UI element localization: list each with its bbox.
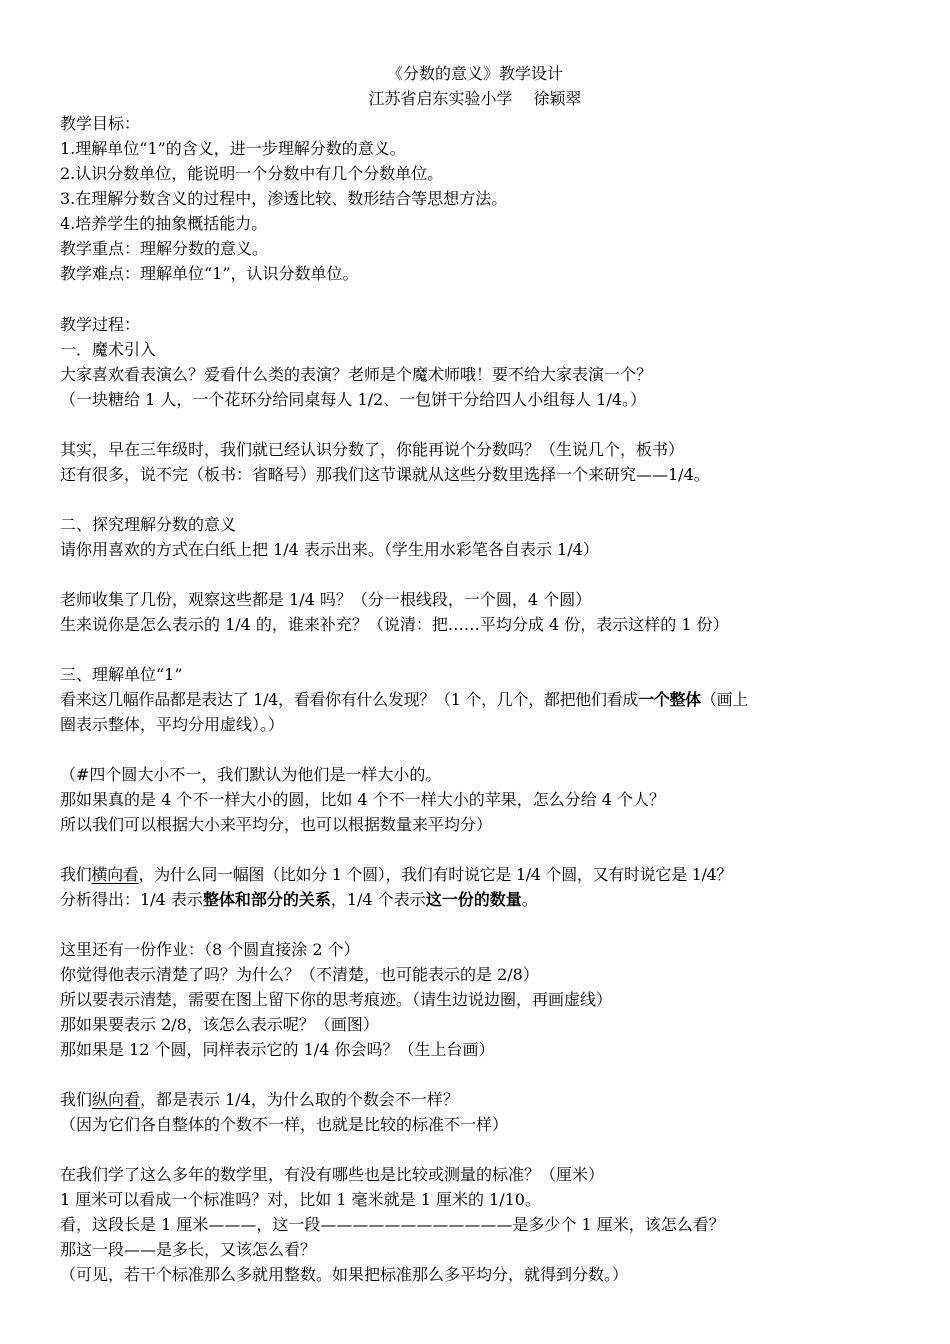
paragraph: 大家喜欢看表演么？爱看什么类的表演？老师是个魔术师哦！要不给大家表演一个？ bbox=[60, 365, 653, 384]
text-run: （画上 bbox=[700, 690, 749, 709]
text-run: ，为什么同一幅图（比如分 1 个圆），我们有时说它是 1/4 个圆，又有时说它是 1/4？ bbox=[138, 865, 733, 884]
paragraph bbox=[60, 690, 920, 710]
paragraph: 1 厘米可以看成一个标准吗？对，比如 1 毫米就是 1 厘米的 1/10。 bbox=[60, 1190, 541, 1209]
objective-item: 1.理解单位“1”的含义，进一步理解分数的意义。 bbox=[60, 139, 406, 158]
paragraph: 这里还有一份作业：（8 个圆直接涂 2 个） bbox=[60, 940, 360, 959]
paragraph: 那如果真的是 4 个不一样大小的圆，比如 4 个不一样大小的苹果，怎么分给 4 个人？ bbox=[60, 790, 666, 809]
paragraph bbox=[60, 1090, 920, 1110]
objective-item: 3.在理解分数含义的过程中，渗透比较、数形结合等思想方法。 bbox=[60, 189, 508, 208]
paragraph: 那如果是 12 个圆，同样表示它的 1/4 你会吗？（生上台画） bbox=[60, 1040, 495, 1059]
section-title: 二、探究理解分数的意义 bbox=[60, 515, 237, 534]
paragraph: 那如果要表示 2/8，该怎么表示呢？（画图） bbox=[60, 1015, 379, 1034]
emphasis-relation: 整体和部分的关系 bbox=[202, 890, 331, 909]
text-run: 我们 bbox=[60, 1090, 93, 1109]
paragraph: （可见，若干个标准那么多就用整数。如果把标准那么多平均分，就得到分数。） bbox=[60, 1265, 629, 1284]
text-run: 。 bbox=[521, 890, 538, 909]
paragraph: 生来说你是怎么表示的 1/4 的，谁来补充？（说清：把……平均分成 4 份，表示这样的 1 份） bbox=[60, 615, 729, 634]
paragraph: 所以要表示清楚，需要在图上留下你的思考痕迹。（请生边说边圈，再画虚线） bbox=[60, 990, 613, 1009]
paragraph: 看，这段长是 1 厘米———，这一段————————————是多少个 1 厘米，该怎么看？ bbox=[60, 1215, 725, 1234]
paragraph: 其实，早在三年级时，我们就已经认识分数了，你能再说个分数吗？（生说几个，板书） bbox=[60, 440, 685, 459]
paragraph bbox=[60, 865, 920, 885]
objective-item: 2.认识分数单位，能说明一个分数中有几个分数单位。 bbox=[60, 164, 444, 183]
paragraph: 你觉得他表示清楚了吗？为什么？（不清楚，也可能表示的是 2/8） bbox=[60, 965, 539, 984]
objectives-heading: 教学目标： bbox=[60, 114, 141, 133]
text-run: ，都是表示 1/4，为什么取的个数会不一样？ bbox=[140, 1090, 459, 1109]
section-title: 三、理解单位“1” bbox=[60, 665, 183, 684]
text-run: 看来这几幅作品都是表达了 1/4，看看你有什么发现？（1 个，几个，都把他们看成 bbox=[60, 690, 639, 709]
paragraph: 请你用喜欢的方式在白纸上把 1/4 表示出来。（学生用水彩笔各自表示 1/4） bbox=[60, 540, 599, 559]
underlined-horizontal-view: 横向看 bbox=[91, 865, 139, 884]
paragraph: 在我们学了这么多年的数学里，有没有哪些也是比较或测量的标准？（厘米） bbox=[60, 1165, 605, 1184]
document-author: 江苏省启东实验小学 徐颖翠 bbox=[368, 89, 582, 108]
underlined-vertical-view: 纵向看 bbox=[92, 1090, 141, 1109]
text-run: 我们 bbox=[60, 865, 92, 884]
paragraph: 老师收集了几份，观察这些都是 1/4 吗？（分一根线段，一个圆，4 个圆） bbox=[60, 590, 592, 609]
paragraph: （一块糖给 1 人，一个花环分给同桌每人 1/2、一包饼干分给四人小组每人 1/4。） bbox=[60, 390, 647, 409]
paragraph: （#四个圆大小不一，我们默认为他们是一样大小的。 bbox=[60, 765, 442, 784]
paragraph: 还有很多，说不完（板书：省略号）那我们这节课就从这些分数里选择一个来研究——1/4。 bbox=[60, 465, 710, 484]
paragraph: 那这一段——是多长，又该怎么看？ bbox=[60, 1240, 317, 1259]
text-run: 分析得出：1/4 表示 bbox=[60, 890, 203, 909]
key-point: 教学重点：理解分数的意义。 bbox=[60, 239, 269, 258]
emphasis-quantity: 这一份的数量 bbox=[425, 890, 522, 909]
objective-item: 4.培养学生的抽象概括能力。 bbox=[60, 214, 268, 233]
paragraph bbox=[60, 890, 920, 910]
paragraph: 所以我们可以根据大小来平均分，也可以根据数量来平均分） bbox=[60, 815, 493, 834]
paragraph: 圈表示整体，平均分用虚线）。） bbox=[60, 715, 285, 734]
difficulty-point: 教学难点：理解单位“1”，认识分数单位。 bbox=[60, 264, 359, 283]
section-title: 一．魔术引入 bbox=[60, 340, 157, 359]
document-title: 《分数的意义》教学设计 bbox=[386, 64, 563, 83]
text-run: ，1/4 个表示 bbox=[330, 890, 426, 909]
emphasis-whole: 一个整体 bbox=[638, 690, 701, 709]
paragraph: （因为它们各自整体的个数不一样，也就是比较的标准不一样） bbox=[60, 1115, 509, 1134]
process-heading: 教学过程： bbox=[60, 315, 141, 334]
